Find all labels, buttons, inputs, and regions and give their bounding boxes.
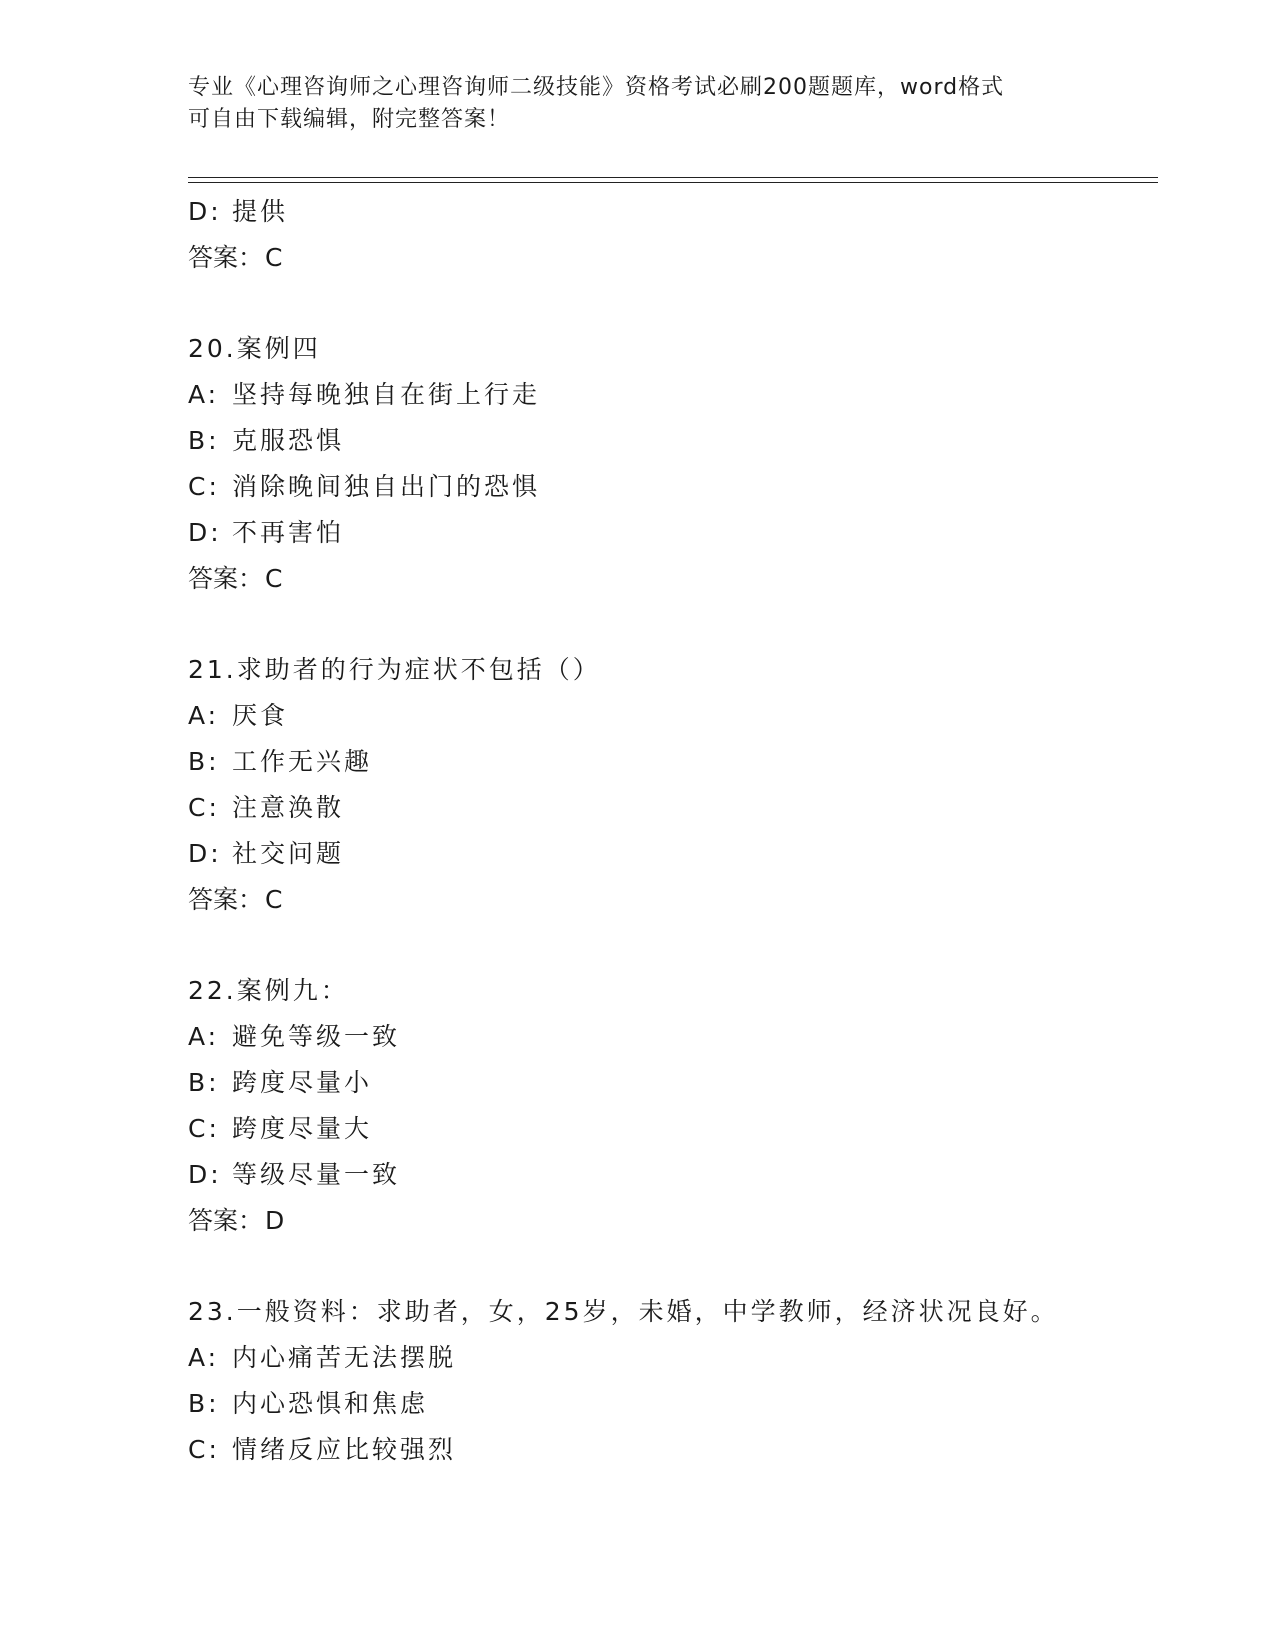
answer-line: [188, 235, 1168, 281]
option-text: 跨度尽量大: [232, 1114, 373, 1143]
option-b: [188, 1381, 1168, 1427]
question-20: [188, 326, 1168, 602]
option-text: 跨度尽量小: [232, 1068, 373, 1097]
option-key: A:: [188, 1343, 220, 1372]
answer-label: 答案：: [188, 564, 264, 593]
option-text: 消除晚间独自出门的恐惧: [232, 472, 541, 501]
option-key: D:: [188, 839, 222, 868]
answer-label: 答案：: [188, 243, 264, 272]
page-header: [188, 72, 1088, 136]
option-d: [188, 1152, 1168, 1198]
answer-value: C: [265, 564, 283, 593]
answer-line: [188, 1198, 1168, 1244]
option-d: [188, 189, 1168, 235]
option-key: B:: [188, 426, 220, 455]
header-title-line-1: 专业《心理咨询师之心理咨询师二级技能》资格考试必刷200题题库，word格式: [188, 75, 1005, 100]
option-b: [188, 739, 1168, 785]
option-a: [188, 1014, 1168, 1060]
option-key: C:: [188, 793, 220, 822]
option-a: [188, 693, 1168, 739]
option-b: [188, 418, 1168, 464]
answer-line: [188, 556, 1168, 602]
option-c: [188, 785, 1168, 831]
carryover-block: [188, 189, 1168, 281]
option-text: 坚持每晚独自在街上行走: [232, 380, 541, 409]
spacer: [188, 281, 1168, 326]
option-key: C:: [188, 472, 220, 501]
option-text: 内心痛苦无法摆脱: [232, 1343, 457, 1372]
option-d: [188, 510, 1168, 556]
option-text: 工作无兴趣: [232, 747, 373, 776]
question-stem: 21.求助者的行为症状不包括（）: [188, 655, 601, 684]
option-text: 不再害怕: [232, 518, 345, 547]
question-stem: 22.案例九：: [188, 976, 349, 1005]
answer-label: 答案：: [188, 885, 264, 914]
option-text: 情绪反应比较强烈: [232, 1435, 457, 1464]
option-key: D:: [188, 1160, 222, 1189]
spacer: [188, 602, 1168, 647]
question-21: [188, 647, 1168, 923]
question-stem: 20.案例四: [188, 334, 321, 363]
answer-line: [188, 877, 1168, 923]
option-key: A:: [188, 701, 220, 730]
answer-value: C: [265, 885, 283, 914]
option-key: A:: [188, 380, 220, 409]
question-stem: 23.一般资料：求助者，女，25岁，未婚，中学教师，经济状况良好。: [188, 1297, 1059, 1326]
option-d: [188, 831, 1168, 877]
question-content: [188, 189, 1168, 1473]
option-key: C:: [188, 1435, 220, 1464]
option-text: 注意涣散: [232, 793, 345, 822]
option-text: 避免等级一致: [232, 1022, 401, 1051]
option-c: [188, 464, 1168, 510]
option-text: 社交问题: [232, 839, 345, 868]
option-key: B:: [188, 1068, 220, 1097]
answer-label: 答案：: [188, 1206, 264, 1235]
option-c: [188, 1106, 1168, 1152]
header-double-rule: [188, 177, 1158, 183]
answer-value: C: [265, 243, 283, 272]
option-text: 厌食: [232, 701, 289, 730]
spacer: [188, 923, 1168, 968]
answer-value: D: [265, 1206, 285, 1235]
question-22: [188, 968, 1168, 1244]
option-b: [188, 1060, 1168, 1106]
option-key: D:: [188, 197, 222, 226]
option-key: D:: [188, 518, 222, 547]
question-23: [188, 1289, 1168, 1473]
option-text: 内心恐惧和焦虑: [232, 1389, 429, 1418]
spacer: [188, 1244, 1168, 1289]
option-a: [188, 372, 1168, 418]
option-text: 等级尽量一致: [232, 1160, 401, 1189]
option-key: A:: [188, 1022, 220, 1051]
option-key: B:: [188, 747, 220, 776]
option-key: B:: [188, 1389, 220, 1418]
option-text: 克服恐惧: [232, 426, 345, 455]
header-title-line-2: 可自由下载编辑，附完整答案！: [188, 107, 511, 132]
option-c: [188, 1427, 1168, 1473]
option-key: C:: [188, 1114, 220, 1143]
option-text: 提供: [232, 197, 289, 226]
option-a: [188, 1335, 1168, 1381]
